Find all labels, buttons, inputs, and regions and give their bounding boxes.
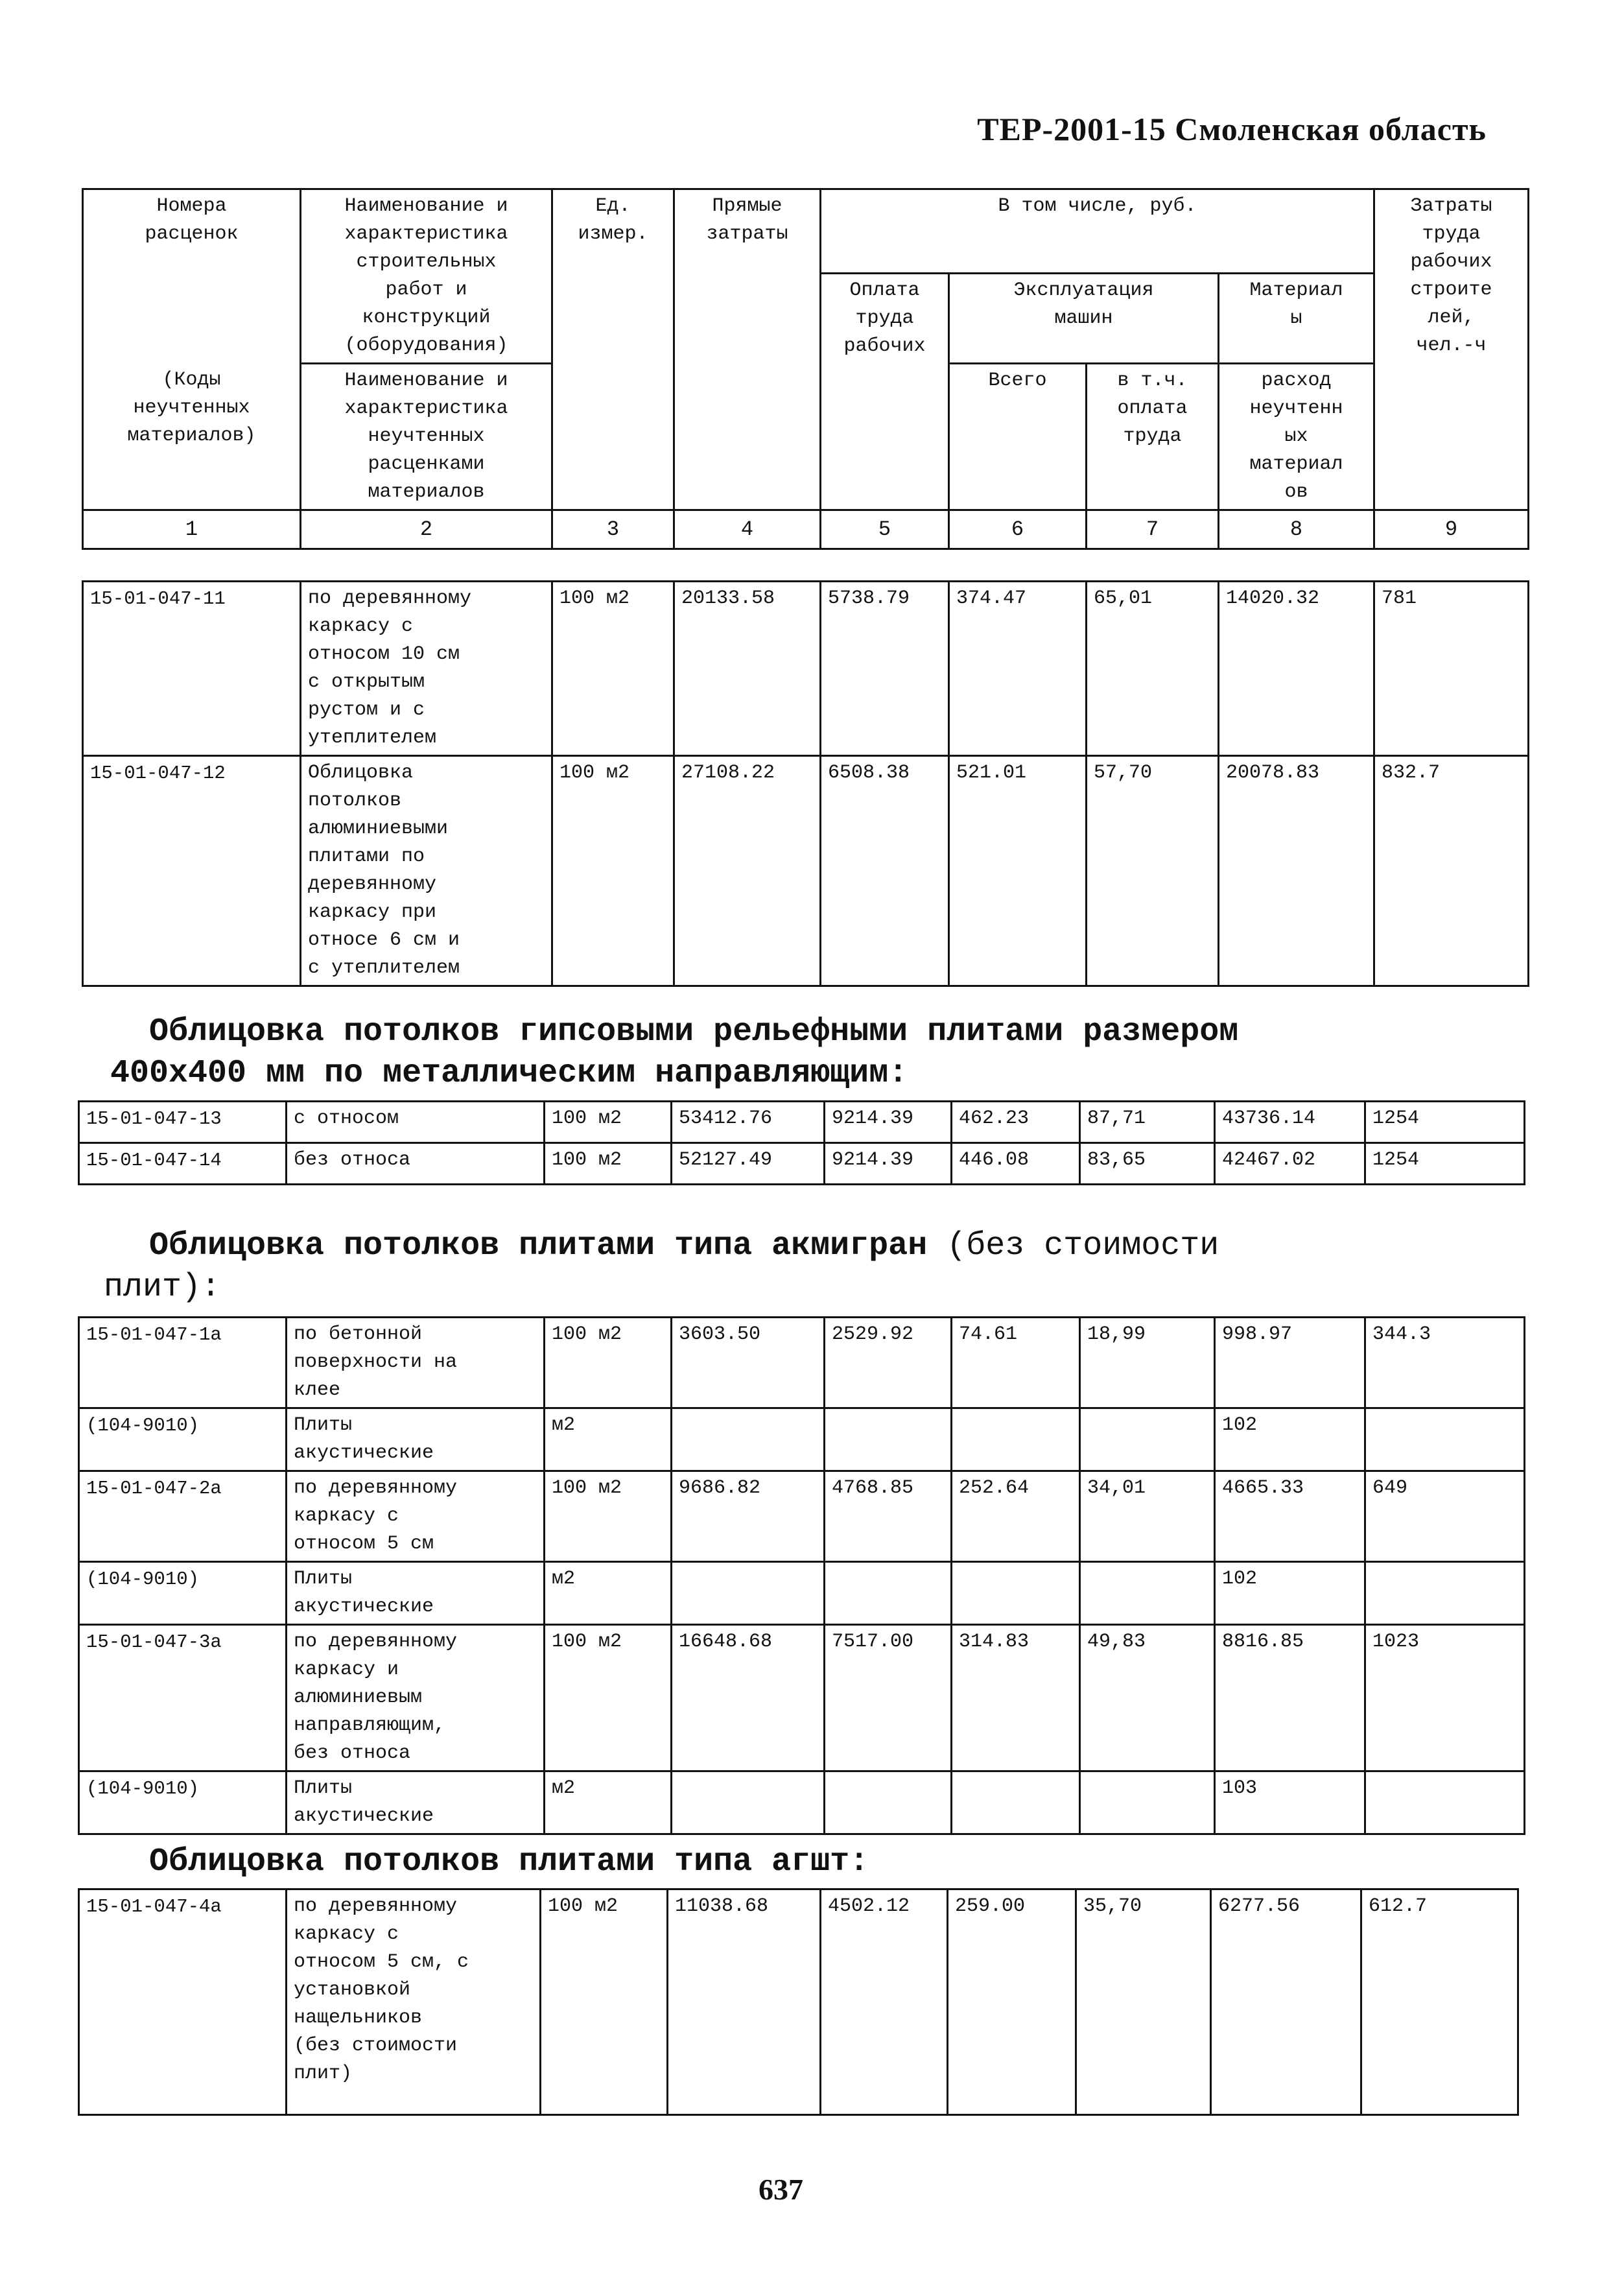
machines-total: 74.61 xyxy=(952,1318,1080,1408)
machines-labor: 65,01 xyxy=(1087,582,1219,756)
page-number: 637 xyxy=(759,2173,803,2206)
machines-labor: 57,70 xyxy=(1087,756,1219,986)
labor-hours: 781 xyxy=(1374,582,1529,756)
worker-pay: 5738.79 xyxy=(821,582,949,756)
work-description: по деревянному каркасу и алюминиевым направляющим, без относа xyxy=(287,1625,545,1771)
machines-labor xyxy=(1080,1408,1215,1471)
materials: 14020.32 xyxy=(1219,582,1374,756)
section-title-line xyxy=(149,1225,1219,1267)
table-row xyxy=(79,1625,1525,1771)
unit: 100 м2 xyxy=(545,1143,672,1185)
machines-total: 462.23 xyxy=(952,1102,1080,1143)
rate-code: 15-01-047-11 xyxy=(83,582,301,756)
machines-total xyxy=(952,1562,1080,1625)
header-material-name: Наименование и характеристика неучтенных расценками материалов xyxy=(301,364,552,510)
unit: м2 xyxy=(545,1771,672,1834)
material-consumption: 102 xyxy=(1215,1562,1365,1625)
direct-costs xyxy=(672,1562,825,1625)
machines-total: 521.01 xyxy=(949,756,1087,986)
rate-code: 15-01-047-2а xyxy=(79,1471,287,1562)
rate-code: 15-01-047-13 xyxy=(79,1102,287,1143)
header-machines-labor: в т.ч. оплата труда xyxy=(1087,364,1219,510)
work-description: по деревянному каркасу с относом 5 см, с установкой нащельников (без стоимости плит) xyxy=(287,1889,541,2115)
materials: 998.97 xyxy=(1215,1318,1365,1408)
rate-code: 15-01-047-3а xyxy=(79,1625,287,1771)
unit: м2 xyxy=(545,1408,672,1471)
labor-hours: 1254 xyxy=(1365,1143,1525,1185)
rate-code: 15-01-047-14 xyxy=(79,1143,287,1185)
header-including: В том числе, руб. xyxy=(821,189,1374,274)
work-description: с относом xyxy=(287,1102,545,1143)
header-material-codes: (Коды неучтенных материалов) xyxy=(83,364,301,510)
material-code: (104-9010) xyxy=(79,1562,287,1625)
machines-total xyxy=(952,1408,1080,1471)
unit: 100 м2 xyxy=(545,1102,672,1143)
material-code: (104-9010) xyxy=(79,1771,287,1834)
direct-costs: 53412.76 xyxy=(672,1102,825,1143)
material-code: (104-9010) xyxy=(79,1408,287,1471)
unit: 100 м2 xyxy=(552,756,674,986)
section-title-line: 400х400 мм по металлическим направляющим: xyxy=(110,1055,908,1092)
material-description: Плиты акустические xyxy=(287,1771,545,1834)
direct-costs: 52127.49 xyxy=(672,1143,825,1185)
rates-table-akmigran xyxy=(78,1316,1525,1835)
section-title-line: плит): xyxy=(104,1269,221,1306)
direct-costs xyxy=(672,1771,825,1834)
labor-hours: 1023 xyxy=(1365,1625,1525,1771)
header-material-consumption: расход неучтенн ых материал ов xyxy=(1219,364,1374,510)
labor-hours: 344.3 xyxy=(1365,1318,1525,1408)
material-description: Плиты акустические xyxy=(287,1408,545,1471)
document-title: ТЕР-2001-15 Смоленская область xyxy=(977,111,1487,147)
work-description: по деревянному каркасу с относом 10 см с открытым рустом и с утеплителем xyxy=(301,582,552,756)
table-row xyxy=(79,1771,1525,1834)
table-row xyxy=(79,1889,1518,2115)
materials: 6277.56 xyxy=(1211,1889,1361,2115)
labor-hours: 612.7 xyxy=(1361,1889,1518,2115)
column-number: 8 xyxy=(1219,510,1374,549)
materials: 42467.02 xyxy=(1215,1143,1365,1185)
column-number: 2 xyxy=(301,510,552,549)
machines-labor xyxy=(1080,1562,1215,1625)
materials: 8816.85 xyxy=(1215,1625,1365,1771)
table-row xyxy=(79,1408,1525,1471)
work-description: Облицовка потолков алюминиевыми плитами по деревянному каркасу при относе 6 см и с утеплителем xyxy=(301,756,552,986)
direct-costs: 20133.58 xyxy=(674,582,821,756)
column-number: 4 xyxy=(674,510,821,549)
section-title-bold: Облицовка потолков плитами типа акмигран xyxy=(149,1227,928,1264)
unit: 100 м2 xyxy=(545,1318,672,1408)
table-row xyxy=(83,582,1529,756)
labor-hours xyxy=(1365,1408,1525,1471)
worker-pay: 2529.92 xyxy=(825,1318,952,1408)
header-labor-hours: Затраты труда рабочих строите лей, чел.-ч xyxy=(1374,189,1529,510)
work-description: без относа xyxy=(287,1143,545,1185)
machines-labor: 34,01 xyxy=(1080,1471,1215,1562)
machines-total: 252.64 xyxy=(952,1471,1080,1562)
machines-total: 314.83 xyxy=(952,1625,1080,1771)
machines-total: 446.08 xyxy=(952,1143,1080,1185)
column-number: 9 xyxy=(1374,510,1529,549)
materials: 4665.33 xyxy=(1215,1471,1365,1562)
rate-code: 15-01-047-4а xyxy=(79,1889,287,2115)
materials: 20078.83 xyxy=(1219,756,1374,986)
header-unit: Ед. измер. xyxy=(552,189,674,510)
header-materials: Материал ы xyxy=(1219,274,1374,364)
unit: 100 м2 xyxy=(545,1625,672,1771)
unit: 100 м2 xyxy=(541,1889,668,2115)
header-direct-costs: Прямые затраты xyxy=(674,189,821,510)
machines-total: 374.47 xyxy=(949,582,1087,756)
machines-labor: 83,65 xyxy=(1080,1143,1215,1185)
table-row xyxy=(79,1562,1525,1625)
worker-pay: 4768.85 xyxy=(825,1471,952,1562)
labor-hours: 1254 xyxy=(1365,1102,1525,1143)
worker-pay: 9214.39 xyxy=(825,1102,952,1143)
labor-hours xyxy=(1365,1562,1525,1625)
direct-costs: 16648.68 xyxy=(672,1625,825,1771)
header-machines-total: Всего xyxy=(949,364,1087,510)
materials: 43736.14 xyxy=(1215,1102,1365,1143)
rates-table-1 xyxy=(82,580,1529,987)
machines-labor: 35,70 xyxy=(1076,1889,1211,2115)
table-row xyxy=(79,1318,1525,1408)
unit: 100 м2 xyxy=(545,1471,672,1562)
section-title-note: (без стоимости xyxy=(927,1227,1219,1264)
labor-hours xyxy=(1365,1771,1525,1834)
section-title-akmigran xyxy=(104,1225,1219,1308)
labor-hours: 649 xyxy=(1365,1471,1525,1562)
work-description: по бетонной поверхности на клее xyxy=(287,1318,545,1408)
work-description: по деревянному каркасу с относом 5 см xyxy=(287,1471,545,1562)
header-machine-operation: Эксплуатация машин xyxy=(949,274,1219,364)
worker-pay xyxy=(825,1562,952,1625)
material-consumption: 103 xyxy=(1215,1771,1365,1834)
direct-costs: 11038.68 xyxy=(668,1889,821,2115)
table-row xyxy=(83,756,1529,986)
machines-total xyxy=(952,1771,1080,1834)
material-consumption: 102 xyxy=(1215,1408,1365,1471)
machines-total: 259.00 xyxy=(948,1889,1076,2115)
table-row xyxy=(79,1102,1525,1143)
header-worker-pay: Оплата труда рабочих xyxy=(821,274,949,510)
worker-pay: 4502.12 xyxy=(821,1889,948,2115)
machines-labor: 49,83 xyxy=(1080,1625,1215,1771)
column-number: 1 xyxy=(83,510,301,549)
table-row xyxy=(79,1471,1525,1562)
section-title-line: Облицовка потолков гипсовыми рельефными плитами размером xyxy=(149,1013,1239,1050)
column-number: 6 xyxy=(949,510,1087,549)
column-number: 3 xyxy=(552,510,674,549)
column-number: 7 xyxy=(1087,510,1219,549)
labor-hours: 832.7 xyxy=(1374,756,1529,986)
machines-labor: 18,99 xyxy=(1080,1318,1215,1408)
direct-costs: 9686.82 xyxy=(672,1471,825,1562)
direct-costs: 27108.22 xyxy=(674,756,821,986)
header-table xyxy=(82,188,1529,550)
worker-pay xyxy=(825,1408,952,1471)
direct-costs xyxy=(672,1408,825,1471)
column-number: 5 xyxy=(821,510,949,549)
header-work-name: Наименование и характеристика строительных работ и конструкций (оборудования) xyxy=(301,189,552,364)
unit: м2 xyxy=(545,1562,672,1625)
rates-table-gypsum xyxy=(78,1100,1525,1185)
worker-pay: 9214.39 xyxy=(825,1143,952,1185)
section-title-agsht xyxy=(149,1841,869,1883)
material-description: Плиты акустические xyxy=(287,1562,545,1625)
table-row xyxy=(79,1143,1525,1185)
section-title-gypsum xyxy=(110,1012,1239,1095)
header-rate-numbers: Номера расценок xyxy=(83,189,301,364)
machines-labor xyxy=(1080,1771,1215,1834)
rates-table-agsht xyxy=(78,1888,1519,2116)
rate-code: 15-01-047-12 xyxy=(83,756,301,986)
worker-pay: 6508.38 xyxy=(821,756,949,986)
machines-labor: 87,71 xyxy=(1080,1102,1215,1143)
direct-costs: 3603.50 xyxy=(672,1318,825,1408)
worker-pay xyxy=(825,1771,952,1834)
rate-code: 15-01-047-1а xyxy=(79,1318,287,1408)
section-title-line: Облицовка потолков плитами типа агшт: xyxy=(149,1843,869,1880)
worker-pay: 7517.00 xyxy=(825,1625,952,1771)
unit: 100 м2 xyxy=(552,582,674,756)
